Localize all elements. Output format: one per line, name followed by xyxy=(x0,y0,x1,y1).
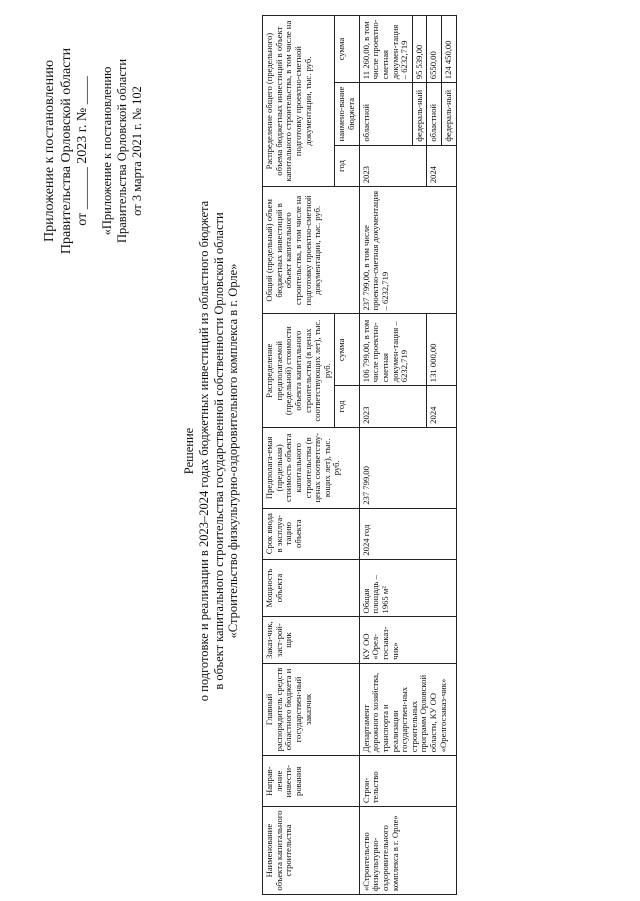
cell-inv-2023-budget2: федераль-ный xyxy=(412,83,427,145)
decision-block xyxy=(182,21,241,881)
cell-inv-2023-budget1: областной xyxy=(359,83,412,145)
cell-deadline: 2024 год xyxy=(359,508,456,559)
header-year: год xyxy=(335,386,359,428)
header-customer: Заказ-чик, заст-рой-щик xyxy=(263,617,360,663)
cell-total-inv: 237 799,00, в том числе проектно-сметная документация – 6232,719 xyxy=(359,187,456,314)
header-dist-inv: Распределение общего (предельного) объема бюджетных инвестиций в объект капитального строительства, в том числе на подготовку проектно-сметной документации, тыс. руб. xyxy=(263,16,335,187)
cell-inv-2024-year: 2024 xyxy=(427,145,456,187)
cell-inv-2023-sum2: 95 539,00 xyxy=(412,16,427,83)
appendix-old-block xyxy=(100,11,144,291)
table-header-row xyxy=(263,16,335,895)
header-sum: сумма xyxy=(335,314,359,386)
decision-line3: «Строительство физкультурно-оздоровительного комплекса в г. Орле» xyxy=(226,263,241,639)
cell-inv-2023-sum1: 11 260,00, в том числе проектно-сметная докумен-тация – 6232,719 xyxy=(359,16,412,83)
cell-inv-2024-budget2: федераль-ный xyxy=(442,83,457,145)
cell-direction: Строи-тельство xyxy=(359,756,456,807)
appendix-new-line1: Приложение к постановлению xyxy=(42,59,57,243)
cell-inv-2024-budget1: областной xyxy=(427,83,442,145)
header-inv-sum: сумма xyxy=(335,16,359,83)
header-deadline: Срок ввода в эксплуа-тацию объекта xyxy=(263,508,360,559)
appendix-old-line1: «Приложение к постановлению xyxy=(100,66,114,236)
cell-customer: КУ ОО «Орел-госзаказ-чик» xyxy=(359,617,456,663)
appendix-old-line2: Правительства Орловской области xyxy=(114,58,129,244)
investment-table xyxy=(262,15,457,895)
cell-inv-2023-year: 2023 xyxy=(359,145,427,187)
appendix-new-line2: Правительства Орловской области xyxy=(58,47,74,255)
cell-dist-2024-sum: 131 000,00 xyxy=(427,314,456,386)
header-total-inv: Общий (предельный) объем бюджетных инвестиций в объект капитального строительства, в том числе на подготовку проектно-сметной документации, тыс. руб. xyxy=(263,187,360,314)
header-est-cost: Предполага-емая (предельная) стоимость объекта капитального строительства (в ценах соответству-ющих лет), тыс. руб. xyxy=(263,427,360,508)
cell-name: «Строительство физкультурно-оздоровительного комплекса в г. Орле» xyxy=(359,807,456,895)
cell-est-cost: 237 799,00 xyxy=(359,427,456,508)
cell-inv-2024-sum1: 6550,00 xyxy=(427,16,442,83)
decision-title: Решение xyxy=(182,427,196,475)
header-capacity: Мощность объекта xyxy=(263,559,360,617)
cell-dist-2023-sum: 106 799,00, в том числе проектно-сметная докумен-тация – 6232,719 xyxy=(359,314,427,386)
cell-inv-2024-sum2: 124 450,00 xyxy=(442,16,457,83)
header-manager: Главный распорядитель средств областного бюджета и государствен-ный заказчик xyxy=(263,663,360,756)
appendix-old-line3: от 3 марта 2021 г. № 102 xyxy=(129,86,144,216)
header-budget-name: наимено-вание бюджета xyxy=(335,83,359,145)
cell-capacity: Общая площадь – 1965 м² xyxy=(359,559,456,617)
appendix-new-line3: от ______ 2023 г. № ____ xyxy=(75,76,91,226)
header-direction: Направ-ление инвести-рования xyxy=(263,756,360,807)
header-dist-cost: Распределение предполагаемой (предельной) стоимости объекта капитального строительства (в ценах соответствующих лет), тыс. руб. xyxy=(263,314,335,427)
header-name: Наименование объекта капитального строительства xyxy=(263,807,360,895)
cell-manager: Департамент дорожного хозяйства, транспорта и реализации государствен-ных строительных программ Орловской области, КУ ОО «Орелгосзаказ-чик» xyxy=(359,663,456,756)
decision-line1: о подготовке и реализации в 2023–2024 годах бюджетных инвестиций из областного бюджета xyxy=(196,200,211,702)
header-inv-year: год xyxy=(335,145,359,187)
appendix-new-block xyxy=(42,11,92,291)
decision-line2: в объект капитального строительства государственной собственности Орловской области xyxy=(211,212,226,690)
cell-dist-2024-year: 2024 xyxy=(427,386,456,428)
cell-dist-2023-year: 2023 xyxy=(359,386,427,428)
table-row xyxy=(359,16,412,895)
